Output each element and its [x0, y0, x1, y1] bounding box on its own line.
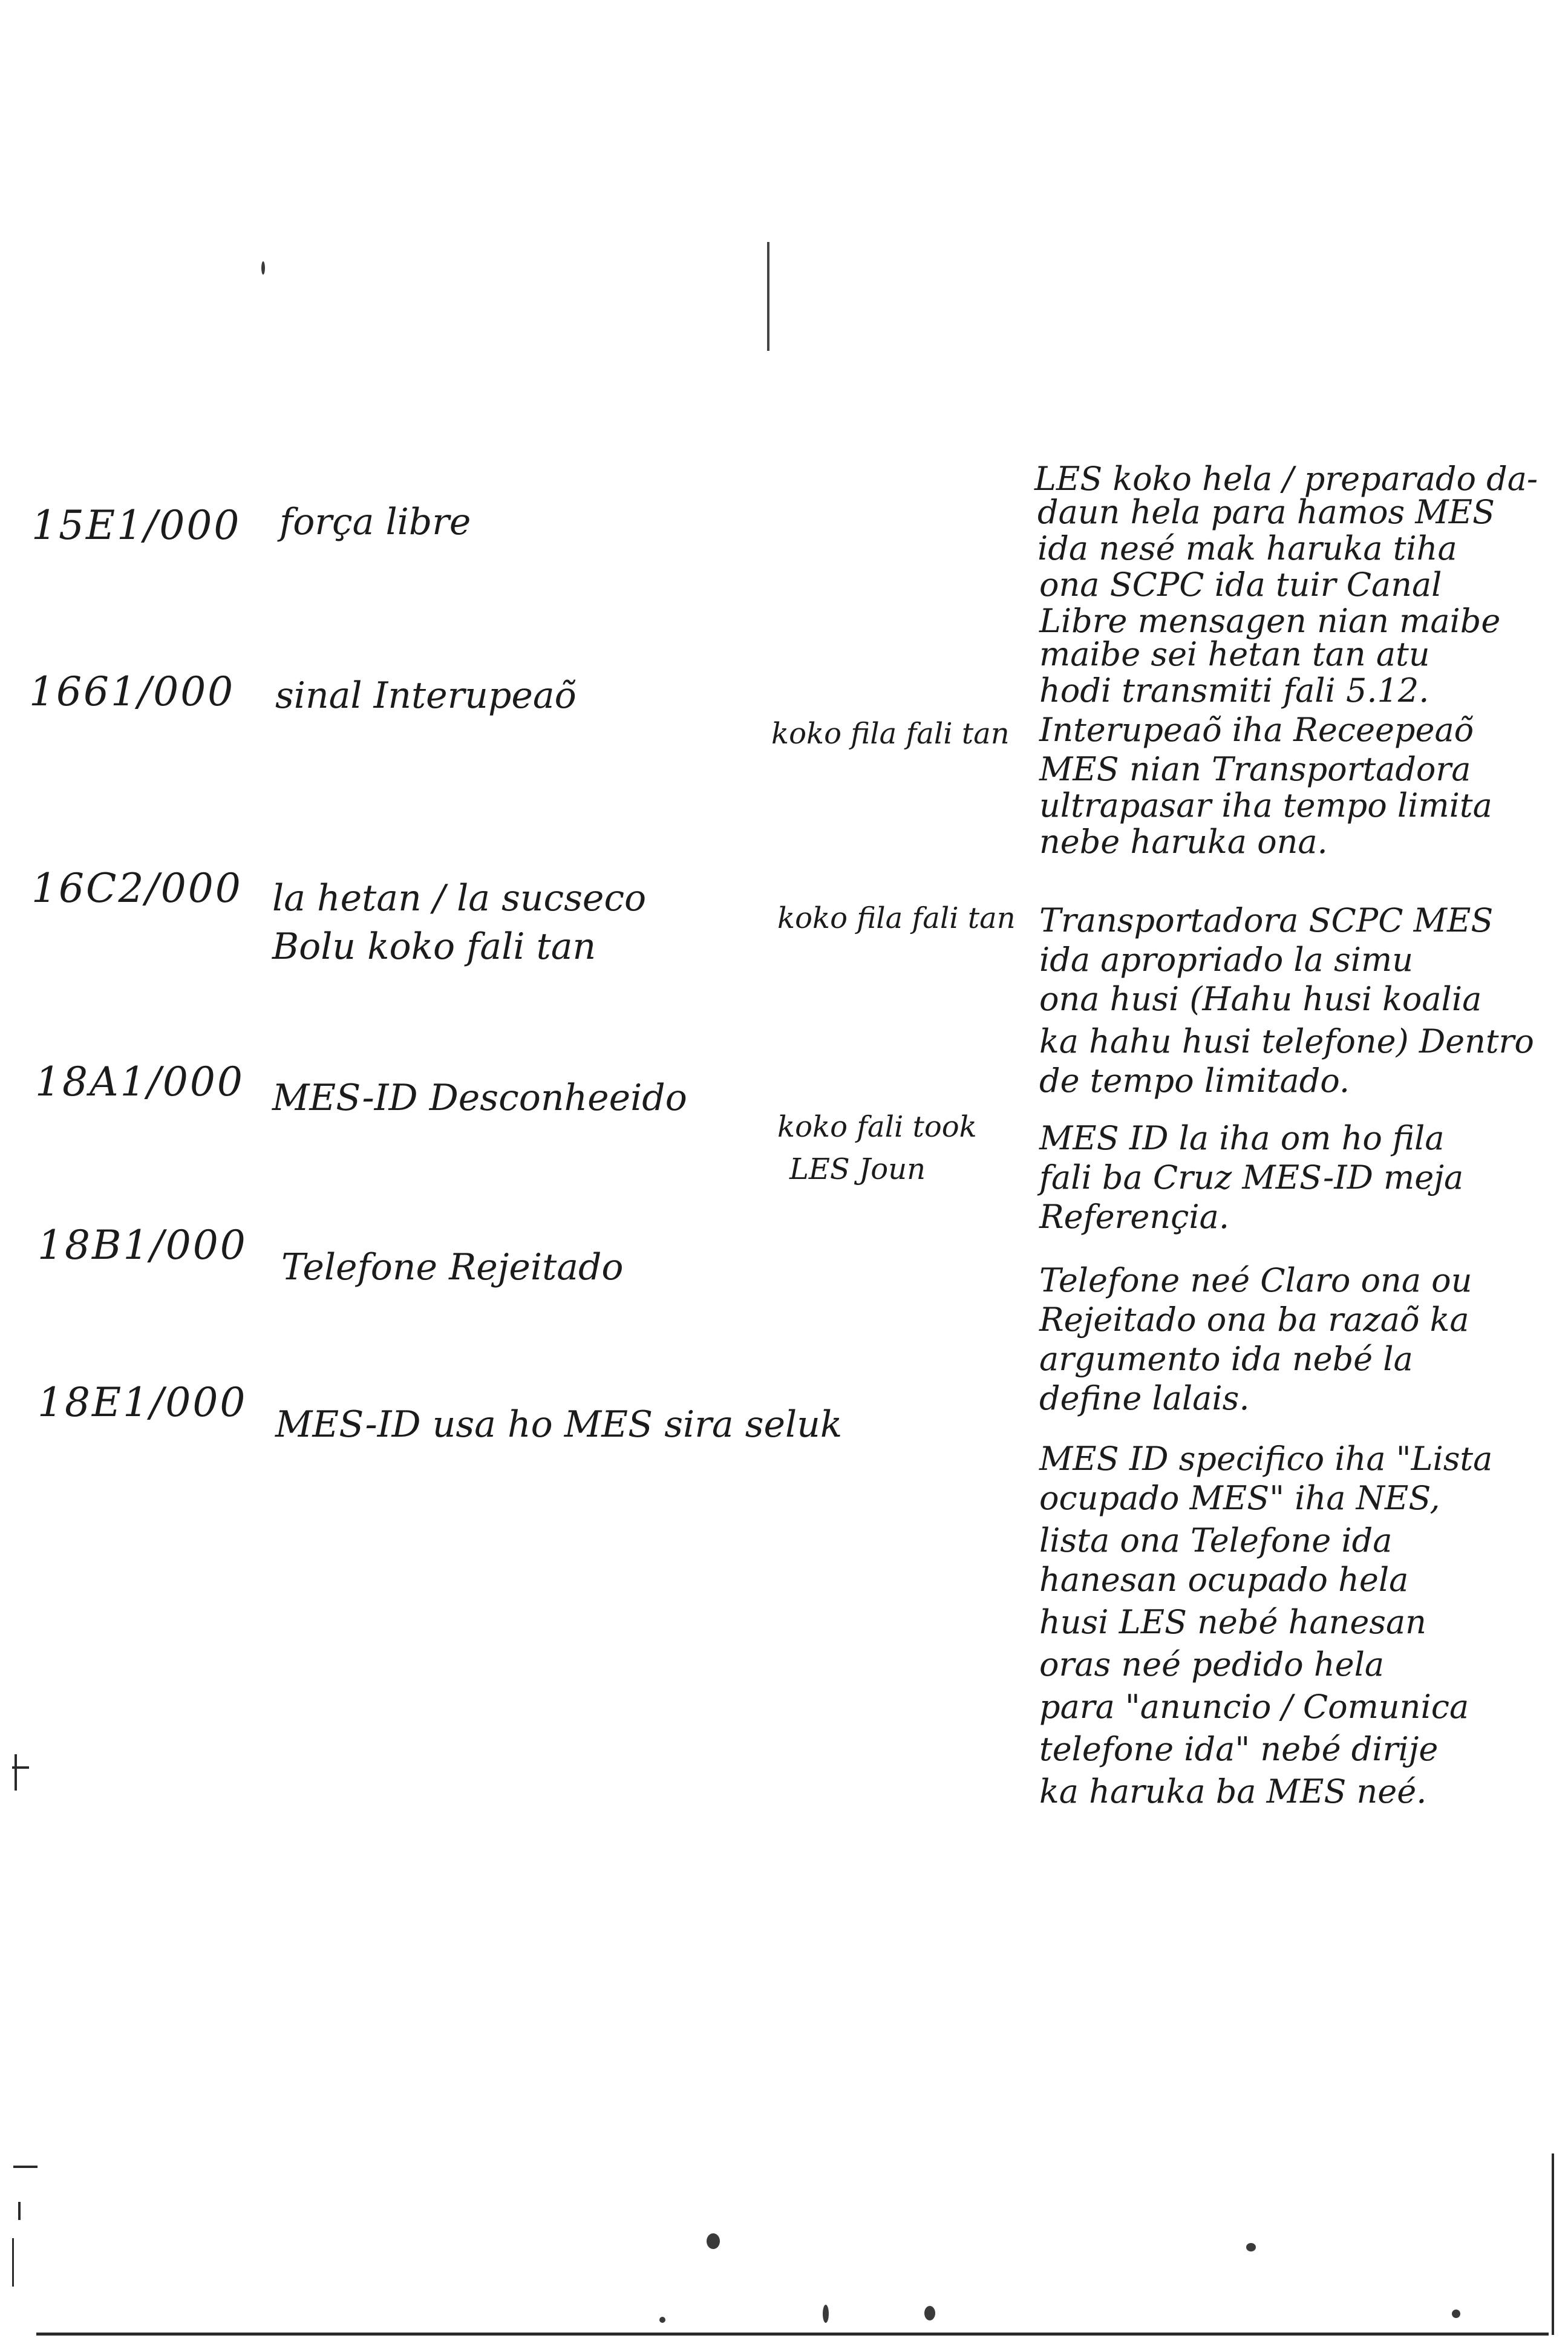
middle-note: koko fila fali tan: [777, 901, 1016, 935]
scan-speck: [1452, 2310, 1460, 2318]
middle-note: LES Joun: [789, 1152, 926, 1186]
pen-stroke: [767, 242, 769, 351]
row-description: força libre: [279, 501, 471, 543]
right-note-line: MES ID specifico iha "Lista: [1039, 1440, 1493, 1478]
right-note-line: lista ona Telefone ida: [1039, 1521, 1393, 1559]
row-description: Bolu koko fali tan: [272, 926, 596, 968]
right-note-line: maibe sei hetan tan atu: [1039, 635, 1430, 673]
right-note-line: ida nesé mak haruka tiha: [1037, 529, 1457, 567]
row-description: MES-ID usa ho MES sira seluk: [275, 1403, 843, 1446]
right-note-line: para "anuncio / Comunica: [1039, 1688, 1469, 1726]
right-note-line: ocupado MES" iha NES,: [1039, 1479, 1440, 1517]
middle-note: koko fali took: [777, 1110, 977, 1144]
right-note-line: define lalais.: [1039, 1379, 1250, 1417]
right-note-line: hodi transmiti fali 5.12.: [1039, 671, 1429, 710]
right-note-line: ka hahu husi telefone) Dentro: [1039, 1022, 1534, 1060]
scan-edge: [1552, 2153, 1554, 2335]
right-note-line: Rejeitado ona ba razaõ ka: [1039, 1301, 1469, 1339]
right-note-line: Transportadora SCPC MES: [1039, 901, 1494, 939]
scan-edge: [36, 2333, 1549, 2336]
row-code: 18E1/000: [38, 1379, 247, 1426]
scan-mark: [12, 2238, 14, 2287]
scan-speck: [1246, 2243, 1256, 2251]
right-note-line: MES ID la iha om ho fila: [1039, 1119, 1445, 1157]
right-note-line: Interupeaõ iha Receepeaõ: [1039, 711, 1474, 749]
scan-speck: [707, 2233, 720, 2249]
row-code: 15E1/000: [31, 502, 241, 549]
row-code: 18A1/000: [35, 1059, 244, 1105]
scan-mark: [15, 1754, 17, 1791]
right-note-line: oras neé pedido hela: [1039, 1645, 1385, 1683]
scan-speck: [924, 2306, 935, 2320]
right-note-line: hanesan ocupado hela: [1039, 1561, 1409, 1599]
row-description: sinal Interupeaõ: [275, 674, 577, 717]
right-note-line: Telefone neé Claro ona ou: [1039, 1261, 1472, 1299]
right-note-line: de tempo limitado.: [1039, 1062, 1350, 1100]
row-code: 18B1/000: [38, 1222, 247, 1268]
row-code: 1661/000: [29, 668, 235, 715]
right-note-line: nebe haruka ona.: [1039, 823, 1328, 861]
right-note-line: argumento ida nebé la: [1039, 1340, 1413, 1378]
row-description: MES-ID Desconheeido: [272, 1077, 687, 1119]
scan-speck: [261, 261, 265, 275]
right-note-line: ona husi (Hahu husi koalia: [1039, 980, 1482, 1018]
right-note-line: husi LES nebé hanesan: [1039, 1603, 1426, 1641]
right-note-line: ida apropriado la simu: [1039, 941, 1413, 979]
scan-mark: [13, 2166, 38, 2168]
middle-note: koko fila fali tan: [771, 717, 1010, 751]
right-note-line: ultrapasar iha tempo limita: [1039, 786, 1492, 824]
scan-speck: [659, 2317, 665, 2323]
right-note-line: Libre mensagen nian maibe: [1039, 602, 1501, 640]
right-note-line: Referençia.: [1039, 1198, 1229, 1236]
right-note-line: ona SCPC ida tuir Canal: [1039, 566, 1442, 604]
row-description: la hetan / la sucseco: [272, 877, 647, 919]
right-note-line: daun hela para hamos MES: [1037, 493, 1495, 531]
right-note-line: MES nian Transportadora: [1039, 750, 1471, 788]
row-description: Telefone Rejeitado: [281, 1246, 624, 1288]
scan-mark: [18, 2202, 21, 2220]
right-note-line: telefone ida" nebé dirije: [1039, 1730, 1439, 1768]
right-note-line: fali ba Cruz MES-ID meja: [1039, 1158, 1464, 1197]
scan-speck: [823, 2305, 829, 2323]
right-note-line: ka haruka ba MES neé.: [1039, 1772, 1427, 1810]
right-note-line: LES koko hela / preparado da-: [1034, 460, 1538, 498]
row-code: 16C2/000: [31, 865, 243, 912]
